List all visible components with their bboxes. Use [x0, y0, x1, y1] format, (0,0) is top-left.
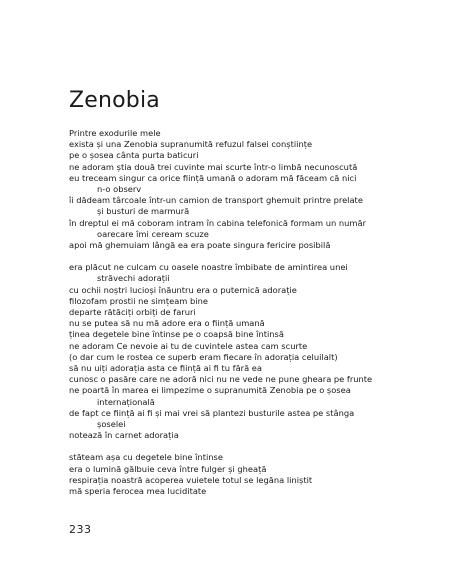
poem-line: pe o șosea cânta purta baticuri	[69, 150, 199, 161]
poem-line: mă speria ferocea mea luciditate	[69, 486, 207, 497]
poem-line-continuation: internațională	[97, 396, 155, 407]
poem-line: cunosc o pasăre care ne adoră nici nu ne vede ne pune gheara pe frunte	[69, 374, 373, 385]
poem-line: apoi mă ghemuiam lângă ea era poate singura fericire posibilă	[69, 240, 331, 251]
poem-line: de fapt ce ființă ai fi și mai vrei să plantezi busturile astea pe stânga	[69, 407, 355, 418]
poem-line-continuation: oarecare îmi ceream scuze	[97, 228, 209, 239]
poem-line: stăteam așa cu degetele bine întinse	[69, 452, 223, 463]
poem-line: nu se putea să nu mă adore era o ființă umană	[69, 318, 265, 329]
poem-line-continuation: și busturi de marmură	[97, 206, 190, 217]
poem-title: Zenobia	[69, 88, 160, 113]
poem-stanza	[69, 452, 414, 497]
poem-line: îi dădeam târcoale într-un camion de transport ghemuit printre prelate	[69, 195, 363, 206]
poem-line: notează în carnet adorația	[69, 430, 179, 441]
poem-line: era o lumină gălbuie ceva între fulger și gheață	[69, 463, 267, 474]
poem-line: Printre exodurile mele	[69, 128, 161, 138]
poem-stanza	[69, 262, 414, 441]
poem-line: ne poartă în marea ei limpezime o supranumită Zenobia pe o șosea	[69, 385, 351, 396]
poem-line: ținea degetele bine întinse pe o coapsă bine întinsă	[69, 329, 284, 340]
poem-line-continuation: străvechi adorații	[97, 273, 170, 284]
poem-line: respirația noastră acoperea vuietele totul se legăna liniștit	[69, 474, 313, 485]
page-number: 233	[69, 523, 92, 536]
poem-line-continuation: șoselei	[97, 419, 126, 430]
poem-line: eu treceam singur ca orice ființă umană o adoram mă făceam că nici	[69, 172, 357, 183]
poem-line: filozofam prostii ne simțeam bine	[69, 295, 208, 306]
poem-line-continuation: n-o observ	[97, 184, 142, 195]
poem-line: cu ochii noștri lucioși înăuntru era o puternică adorație	[69, 284, 297, 295]
poem-body	[69, 128, 414, 508]
poem-line: (o dar cum le rostea ce superb eram fiecare în adorația celuilalt)	[69, 351, 338, 362]
poem-line: în dreptul ei mă coboram intram în cabina telefonică formam un număr	[69, 217, 367, 228]
poem-line: ne adoram Ce nevoie ai tu de cuvintele astea cam scurte	[69, 340, 308, 351]
poem-line: departe rătăciți orbiți de faruri	[69, 307, 196, 318]
poem-stanza	[69, 128, 414, 251]
poem-line: era plăcut ne culcam cu oasele noastre îmbibate de amintirea unei	[69, 262, 348, 273]
poem-line: exista și una Zenobia supranumită refuzul falsei conștiințe	[69, 139, 313, 150]
poem-line: să nu uiți adorația asta ce ființă ai fi tu fără ea	[69, 363, 262, 374]
poem-line: ne adoram știa două trei cuvinte mai scurte într-o limbă necunoscută	[69, 161, 358, 172]
